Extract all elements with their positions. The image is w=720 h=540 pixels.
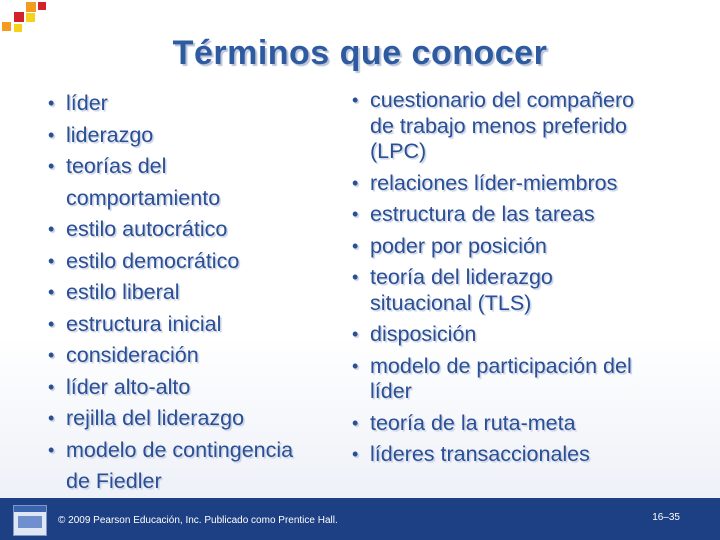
term-text: de Fiedler (66, 469, 162, 493)
term-item (46, 88, 336, 120)
term-text: • liderazgo (66, 122, 154, 147)
term-item (46, 372, 336, 404)
term-text: • teoría del liderazgo (370, 265, 553, 289)
term-text: • teoría de la ruta-meta (370, 410, 576, 435)
term-text: • estructura de las tareas (370, 202, 595, 226)
term-text: • estilo democrático (66, 248, 240, 273)
term-text: • modelo de participación del (370, 353, 632, 378)
term-text: • disposición (370, 322, 477, 346)
term-item (350, 411, 700, 437)
book-cover-icon (13, 505, 47, 536)
term-text: de trabajo menos preferido (370, 113, 627, 138)
term-text: • estructura inicial (66, 311, 222, 336)
right-term-list (350, 88, 700, 474)
term-text: • relaciones líder-miembros (370, 170, 618, 195)
footer-bar (0, 498, 720, 540)
term-text: líder (370, 379, 412, 403)
term-text: • líder alto-alto (66, 374, 191, 399)
left-term-list (46, 88, 336, 498)
term-text: (LPC) (370, 139, 427, 163)
term-item (46, 151, 336, 214)
term-item (350, 202, 700, 228)
colored-squares-logo (0, 0, 48, 34)
term-item (46, 403, 336, 435)
term-item (350, 88, 700, 165)
term-text: • líderes transaccionales (370, 442, 590, 466)
term-item (46, 309, 336, 341)
term-text: • consideración (66, 343, 199, 367)
term-text: situacional (TLS) (370, 290, 532, 315)
term-item (350, 322, 700, 348)
term-text: • modelo de contingencia (66, 437, 294, 462)
slide-title: Términos que conocer (172, 34, 548, 72)
term-item (46, 246, 336, 278)
term-item (350, 354, 700, 405)
term-text: • estilo liberal (66, 280, 180, 304)
term-text: • rejilla del liderazgo (66, 406, 245, 430)
term-item (350, 265, 700, 316)
term-item (46, 120, 336, 152)
copyright-text: © 2009 Pearson Educación, Inc. Publicado como Prentice Hall. (58, 515, 338, 526)
term-item (46, 435, 336, 498)
term-text: • cuestionario del compañero (370, 88, 635, 112)
term-text: • estilo autocrático (66, 217, 228, 241)
term-item (350, 442, 700, 468)
term-item (46, 340, 336, 372)
page-number: 16–35 (652, 512, 680, 523)
term-text: • teorías del (66, 154, 167, 178)
term-text: comportamiento (66, 185, 221, 210)
term-text: • poder por posición (370, 233, 547, 258)
term-item (350, 171, 700, 197)
term-item (46, 277, 336, 309)
term-item (350, 234, 700, 260)
term-text: • líder (66, 91, 108, 115)
term-item (46, 214, 336, 246)
